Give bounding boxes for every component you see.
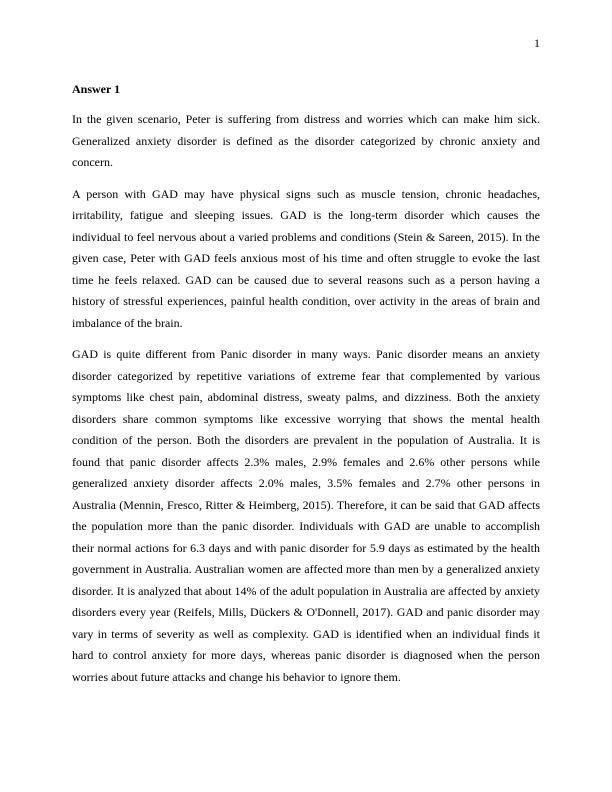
document-body — [72, 82, 540, 698]
section-heading: Answer 1 — [72, 82, 121, 96]
paragraph-1: In the given scenario, Peter is suffering from distress and worries which can make him sick. Generalized anxiety disorder is defined as the disorder categorized by chronic anxiety and concern. — [72, 112, 540, 169]
paragraph-2: A person with GAD may have physical signs such as muscle tension, chronic headaches, irritability, fatigue and sleeping issues. GAD is the long-term disorder which causes the individual to feel nervous about a varied problems and conditions (Stein & Sareen, 2015). In the given case, Peter with GAD feels anxious most of his time and often struggle to evoke the last time he feels relaxed. GAD can be caused due to several reasons such as a person having a history of stressful experiences, painful health condition, over activity in the areas of brain and imbalance of the brain. — [72, 186, 540, 330]
page-number: 1 — [534, 36, 540, 50]
paragraph-3: GAD is quite different from Panic disorder in many ways. Panic disorder means an anxiety disorder categorized by repetitive variations of extreme fear that complemented by various symptoms like chest pain, abdominal distress, sweaty palms, and dizziness. Both the anxiety disorders share common symptoms like excessive worrying that shows the mental health condition of the person. Both the disorders are prevalent in the population of Australia. It is found that panic disorder affects 2.3% males, 2.9% females and 2.6% other persons while generalized anxiety disorder affects 2.0% males, 3.5% females and 2.7% other persons in Australia (Mennin, Fresco, Ritter & Heimberg, 2015). Therefore, it can be said that GAD affects the population more than the panic disorder. Individuals with GAD are unable to accomplish their normal actions for 6.3 days and with panic disorder for 5.9 days as estimated by the health government in Australia. Australian women are affected more than men by a generalized anxiety disorder. It is analyzed that about 14% of the adult population in Australia are affected by anxiety disorders every year (Reifels, Mills, Dückers & O'Donnell, 2017). GAD and panic disorder may vary in terms of severity as well as complexity. GAD is identified when an individual finds it hard to control anxiety for more days, whereas panic disorder is diagnosed when the person worries about future attacks and change his behavior to ignore them. — [72, 347, 540, 684]
